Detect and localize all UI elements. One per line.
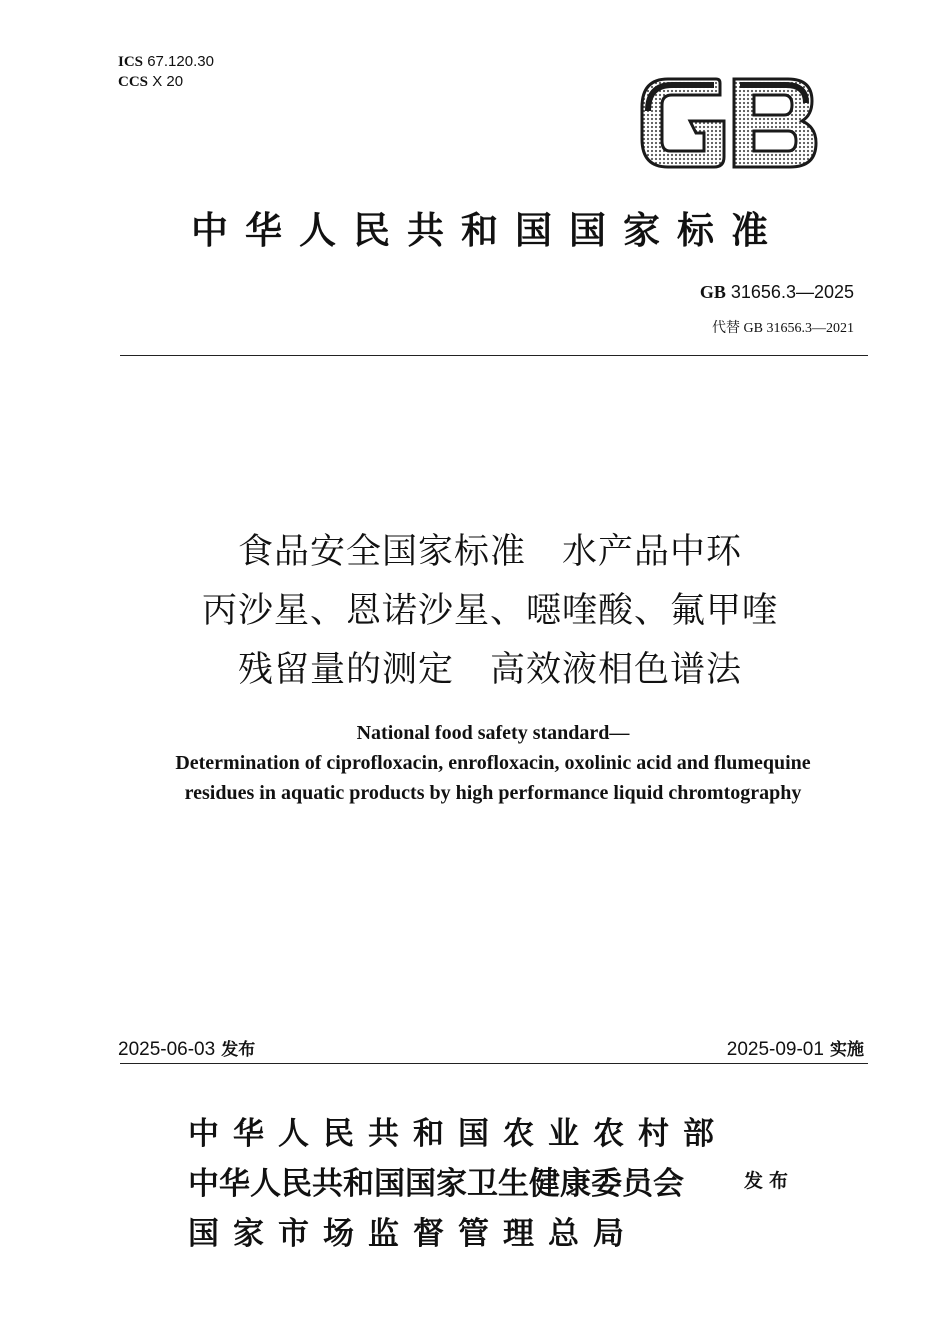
issuer-ministry-agriculture: 中华人民共和国农业农村部 bbox=[188, 1116, 728, 1152]
chinese-title-line-2: 丙沙星、恩诺沙星、噁喹酸、氟甲喹 bbox=[201, 591, 778, 631]
implement-date-value: 2025-09-01 bbox=[726, 1039, 824, 1060]
bottom-divider bbox=[120, 1063, 868, 1064]
ccs-value: X 20 bbox=[152, 73, 184, 90]
ics-value: 67.120.30 bbox=[147, 53, 214, 70]
gb-logo bbox=[638, 77, 820, 170]
issue-date-value: 2025-06-03 bbox=[118, 1039, 216, 1060]
implement-date-label: 实施 bbox=[830, 1040, 864, 1060]
ics-code bbox=[118, 52, 214, 72]
standard-number-value: 31656.3—2025 bbox=[730, 282, 854, 302]
english-title-line-2: Determination of ciprofloxacin, enrofloxacin, oxolinic acid and flumequine bbox=[175, 752, 811, 774]
ccs-label: CCS bbox=[118, 74, 149, 90]
chinese-title-line-3: 残留量的测定 高效液相色谱法 bbox=[237, 650, 742, 690]
english-title-line-1: National food safety standard— bbox=[356, 722, 630, 744]
standard-number-prefix: GB bbox=[699, 282, 726, 302]
chinese-title-line-1: 食品安全国家标准 水产品中环 bbox=[237, 532, 742, 572]
issuer-market-regulation: 国家市场监督管理总局 bbox=[188, 1216, 638, 1252]
top-divider bbox=[120, 355, 868, 356]
implement-date bbox=[727, 1035, 864, 1061]
issue-date bbox=[118, 1035, 255, 1061]
issuer-health-commission: 中华人民共和国国家卫生健康委员会 bbox=[188, 1166, 684, 1202]
ccs-code bbox=[118, 72, 214, 92]
ics-label: ICS bbox=[118, 54, 144, 70]
replaces-standard: 代替 GB 31656.3—2021 bbox=[712, 321, 854, 336]
publish-label: 发布 bbox=[744, 1170, 795, 1192]
standard-number bbox=[700, 282, 854, 303]
national-standard-title: 中华人民共和国国家标准 bbox=[191, 209, 785, 252]
classification-codes bbox=[118, 52, 214, 92]
issue-date-label: 发布 bbox=[221, 1040, 256, 1060]
english-title-line-3: residues in aquatic products by high performance liquid chromtography bbox=[184, 782, 802, 804]
